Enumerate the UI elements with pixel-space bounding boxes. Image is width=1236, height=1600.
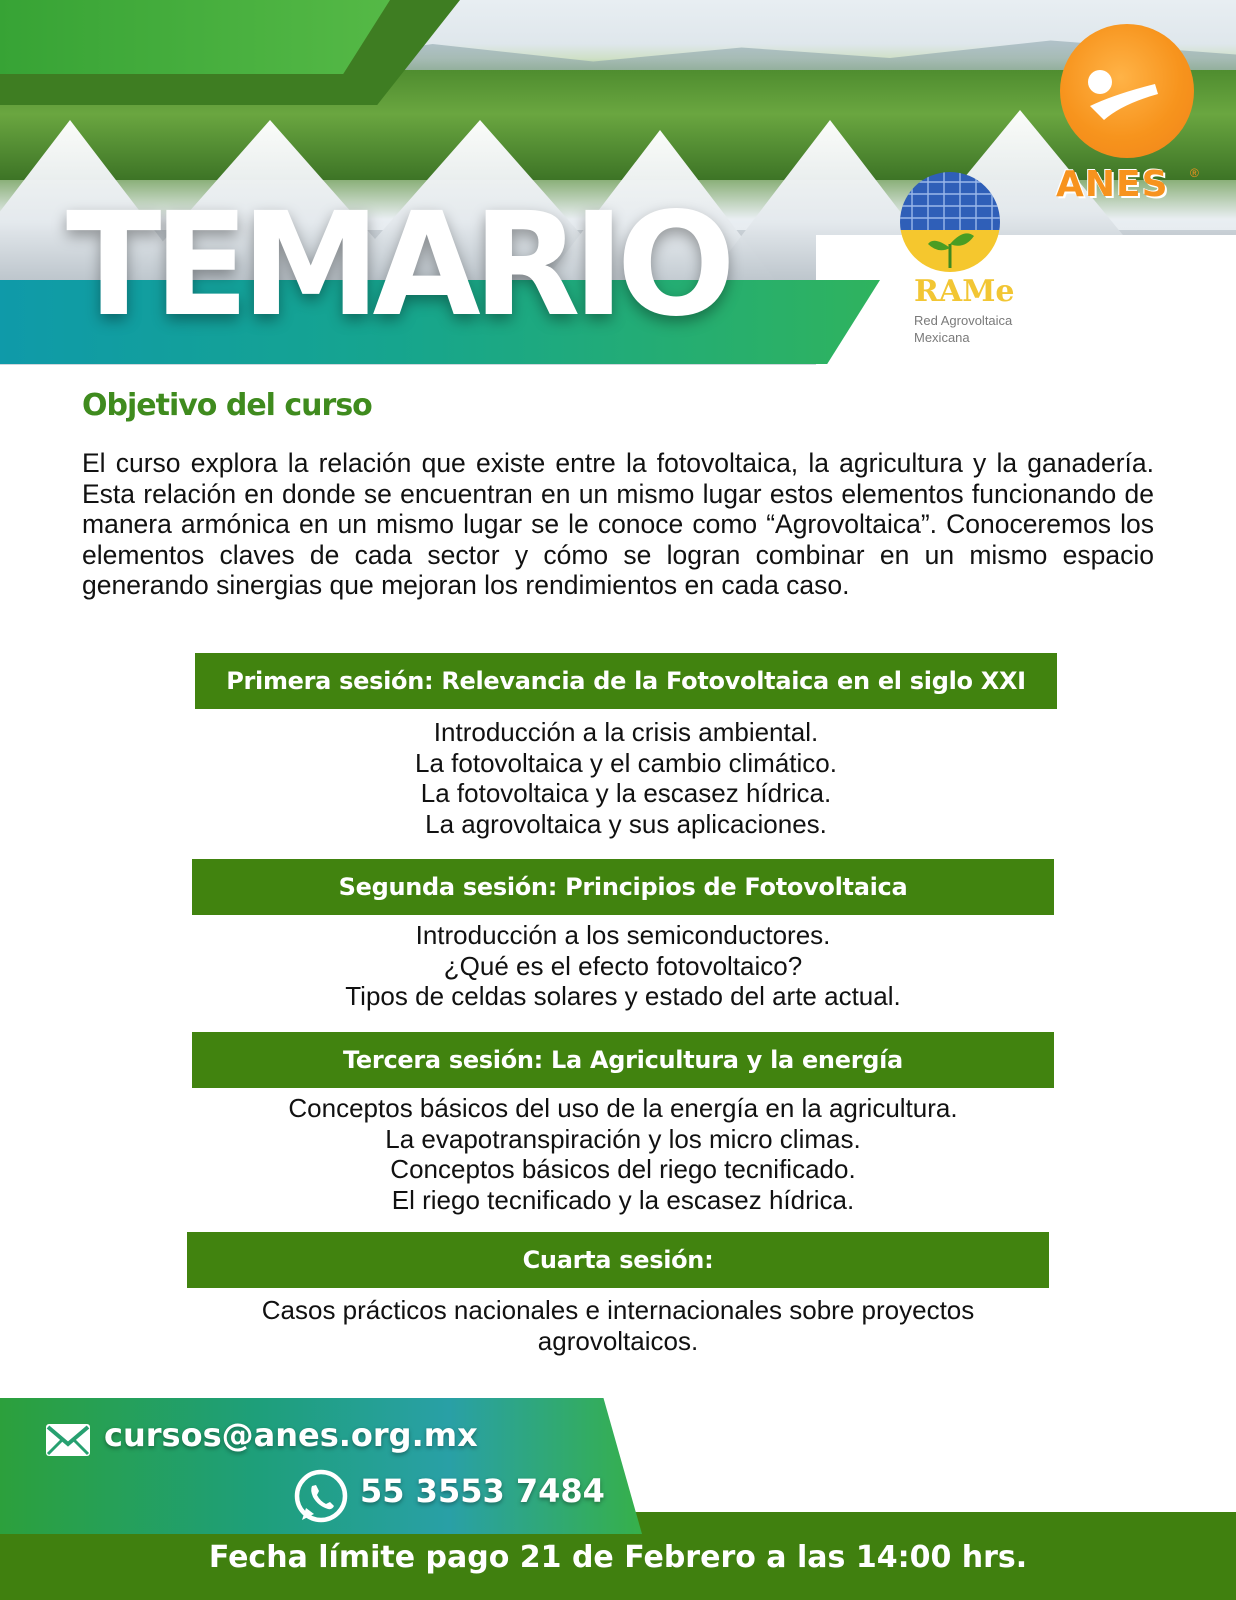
objective-text: El curso explora la relación que existe entre la fotovoltaica, la agricultura y la ganadería. Esta relación en donde se encuentran en un mismo lugar estos elementos funcionando de manera armónica en un mismo lugar se le conoce como “Agrovoltaica”. Conoceremos los elementos claves de cada sector y cómo se logran combinar en un mismo espacio generando sinergias que mejoran los rendimientos en cada caso.: [82, 448, 1154, 600]
session-1-topics: [195, 717, 1057, 839]
session-1-header: Primera sesión: Relevancia de la Fotovoltaica en el siglo XXI: [195, 653, 1057, 709]
mail-icon: [44, 1420, 92, 1460]
list-item: Tipos de celdas solares y estado del arte actual.: [345, 981, 901, 1011]
list-item: Conceptos básicos del riego tecnificado.: [390, 1154, 856, 1184]
list-item: Conceptos básicos del uso de la energía en la agricultura.: [288, 1093, 958, 1123]
rame-solar-globe-icon: [898, 170, 1002, 274]
objective-heading: Objetivo del curso: [82, 388, 372, 423]
anes-logo-text: ANES: [1056, 164, 1169, 205]
session-2-topics: [192, 920, 1054, 1012]
rame-logo: [912, 170, 1052, 350]
anes-figure-icon: [1060, 24, 1194, 158]
session-4-topics: [187, 1295, 1049, 1356]
session-2-header: Segunda sesión: Principios de Fotovoltaica: [192, 859, 1054, 915]
payment-deadline: Fecha límite pago 21 de Febrero a las 14:00 hrs.: [208, 1540, 1028, 1575]
top-accent-band-inner: [0, 0, 390, 74]
session-3-topics: [192, 1093, 1054, 1215]
anes-sun-icon: [1060, 24, 1194, 158]
contact-email-link[interactable]: cursos@anes.org.mx: [104, 1416, 478, 1454]
session-4-header: Cuarta sesión:: [187, 1232, 1049, 1288]
rame-logo-text: RAMe: [914, 274, 1015, 309]
page-title: TEMARIO: [66, 182, 728, 349]
list-item: La fotovoltaica y la escasez hídrica.: [420, 778, 832, 808]
rame-logo-subtitle: Red Agrovoltaica Mexicana: [914, 313, 1013, 345]
anes-registered-mark: ®: [1190, 166, 1199, 180]
list-item: La agrovoltaica y sus aplicaciones.: [425, 808, 827, 839]
whatsapp-icon: [292, 1468, 350, 1526]
anes-logo: [1054, 24, 1204, 214]
list-item: agrovoltaicos.: [537, 1325, 699, 1356]
list-item: Introducción a la crisis ambiental.: [433, 717, 819, 747]
list-item: La evapotranspiración y los micro climas.: [385, 1123, 861, 1154]
list-item: Introducción a los semiconductores.: [415, 920, 831, 950]
list-item: Casos prácticos nacionales e internacionales sobre proyectos: [261, 1295, 975, 1325]
list-item: El riego tecnificado y la escasez hídrica.: [391, 1184, 855, 1215]
contact-phone-link[interactable]: 55 3553 7484: [360, 1472, 605, 1510]
list-item: La fotovoltaica y el cambio climático.: [415, 747, 837, 778]
list-item: ¿Qué es el efecto fotovoltaico?: [443, 950, 803, 981]
session-3-header: Tercera sesión: La Agricultura y la energía: [192, 1032, 1054, 1088]
